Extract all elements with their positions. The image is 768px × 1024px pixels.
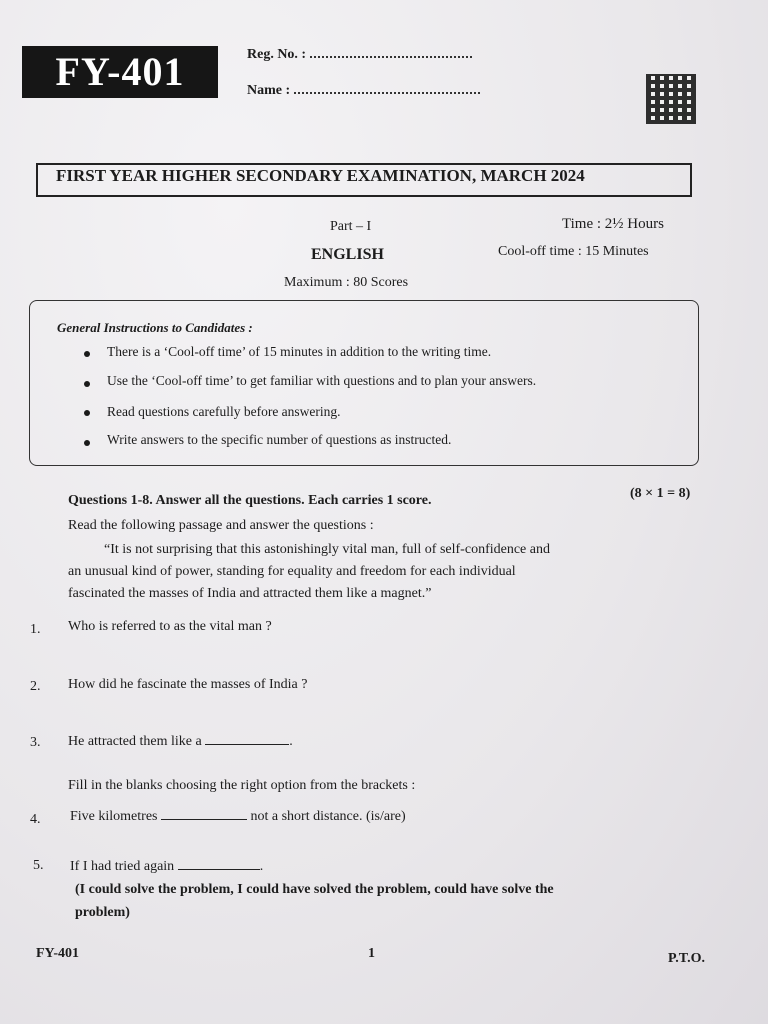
question-number: 4. xyxy=(30,812,41,827)
name-field xyxy=(247,82,480,99)
answer-blank xyxy=(205,732,289,745)
bullet-icon xyxy=(84,381,90,387)
part-label: Part – I xyxy=(330,219,372,234)
name-label: Name : xyxy=(247,83,291,98)
question-text: Who is referred to as the vital man ? xyxy=(68,619,272,634)
bullet-icon xyxy=(84,410,90,416)
options-line: problem) xyxy=(75,905,130,920)
question-number: 2. xyxy=(30,679,41,694)
answer-blank xyxy=(178,857,260,870)
bullet-icon xyxy=(84,440,90,446)
passage-line: “It is not surprising that this astonishingly vital man, full of self-confidence and xyxy=(104,542,550,557)
cool-off-label: Cool-off time : 15 Minutes xyxy=(498,244,649,259)
question-text-pre: Five kilometres xyxy=(70,809,158,824)
question-text-post: not a short distance. (is/are) xyxy=(250,809,406,824)
instruction-item: Use the ‘Cool-off time’ to get familiar with questions and to plan your answers. xyxy=(107,373,537,388)
name-dotted-line xyxy=(294,82,480,94)
instructions-title: General Instructions to Candidates : xyxy=(57,320,253,335)
page-number: 1 xyxy=(368,946,375,961)
question-text-post: . xyxy=(259,859,264,874)
question-text: How did he fascinate the masses of India ? xyxy=(68,677,308,692)
question-number: 3. xyxy=(30,735,41,750)
question-3 xyxy=(68,732,293,750)
question-text-pre: If I had tried again xyxy=(70,859,175,874)
instruction-item: There is a ‘Cool-off time’ of 15 minutes in addition to the writing time. xyxy=(107,344,492,359)
question-text: He attracted them like a xyxy=(68,734,202,749)
max-scores-label: Maximum : 80 Scores xyxy=(284,275,409,290)
reg-no-dotted-line xyxy=(310,46,472,58)
subject-label: ENGLISH xyxy=(311,246,384,263)
passage-line: an unusual kind of power, standing for equality and freedom for each individual xyxy=(68,564,516,579)
passage-line: fascinated the masses of India and attracted them like a magnet.” xyxy=(68,586,432,601)
question-number: 5. xyxy=(33,858,44,873)
instruction-item: Write answers to the specific number of questions as instructed. xyxy=(107,432,452,447)
reg-no-field xyxy=(247,46,472,63)
question-4 xyxy=(70,807,406,825)
answer-blank xyxy=(161,807,247,820)
question-suffix: . xyxy=(289,734,293,749)
time-label: Time : 2½ Hours xyxy=(562,216,664,232)
exam-title: FIRST YEAR HIGHER SECONDARY EXAMINATION, MARCH 2024 xyxy=(56,166,585,185)
fill-instruction: Fill in the blanks choosing the right option from the brackets : xyxy=(68,778,416,793)
section-heading: Questions 1-8. Answer all the questions. Each carries 1 score. xyxy=(68,493,432,508)
question-number: 1. xyxy=(30,622,41,637)
qr-code-icon xyxy=(646,74,696,124)
pto-label: P.T.O. xyxy=(668,951,705,966)
footer-code: FY-401 xyxy=(36,946,80,961)
bullet-icon xyxy=(84,351,90,357)
section-marks: (8 × 1 = 8) xyxy=(630,486,691,501)
reg-no-label: Reg. No. : xyxy=(247,47,307,62)
paper-code-badge: FY-401 xyxy=(22,46,218,98)
instruction-item: Read questions carefully before answering. xyxy=(107,404,341,419)
options-line: (I could solve the problem, I could have solved the problem, could have solve the xyxy=(75,882,554,897)
question-5 xyxy=(70,857,263,875)
passage-intro: Read the following passage and answer the questions : xyxy=(68,518,374,533)
